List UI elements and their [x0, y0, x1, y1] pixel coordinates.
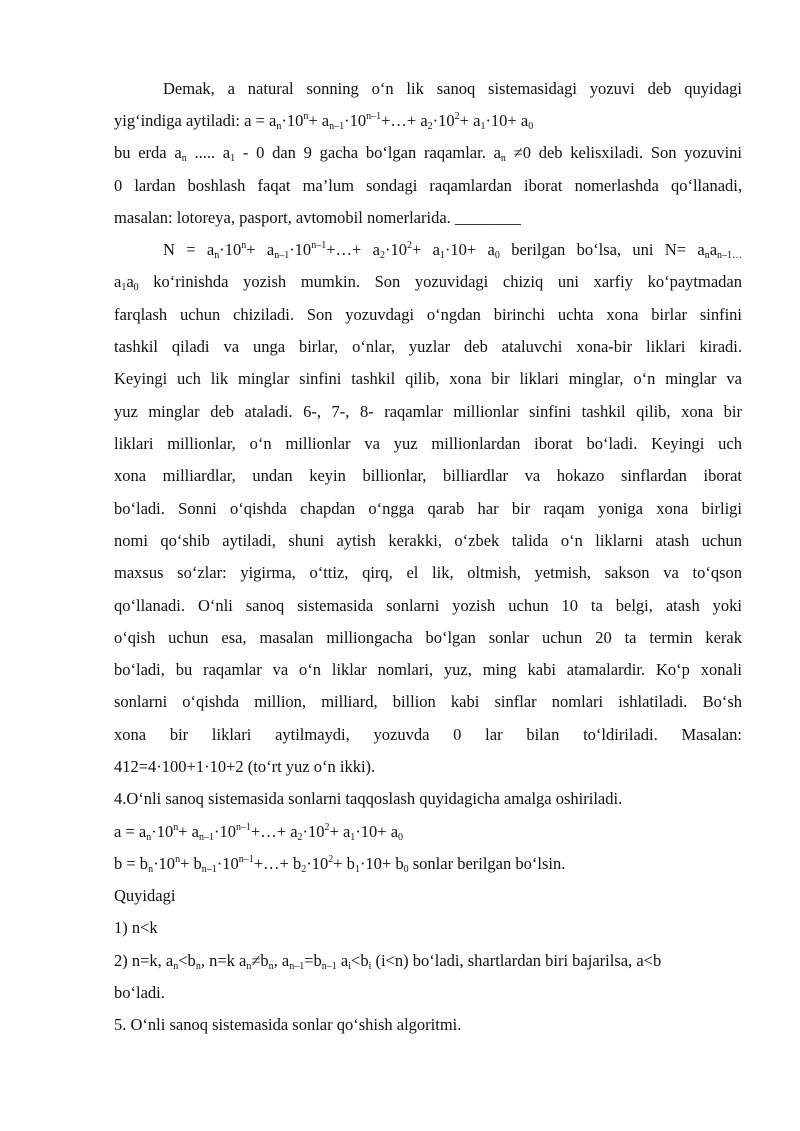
text-line-29: bo‘ladi.: [114, 983, 165, 1002]
text-line-13: xona milliardlar, undan keyin billionlar, billiardlar va hokazo sinflardan iborat: [114, 466, 742, 485]
text-line-15: nomi qo‘shib aytiladi, shuni aytish kerakki, o‘zbek talida o‘n liklarni atash uchun: [114, 531, 742, 550]
text-line-20: sonlarni o‘qishda million, milliard, billion kabi sinflar nomlari ishlatiladi. Bo‘sh: [114, 692, 742, 711]
text-line-7: $a_1a_0$ ko‘rinishda yozish mumkin. Son yozuvidagi chiziq uni xarfiy ko‘paytmadan: [114, 272, 742, 293]
text-line-10: Keyingi uch lik minglar sinfini tashkil qilib, xona bir liklari minglar, o‘n minglar va: [114, 369, 742, 388]
text-line-5: masalan: lotoreya, pasport, avtomobil nomerlarida. ________: [114, 208, 521, 227]
text-line-26: Quyidagi: [114, 886, 176, 905]
text-line-3: bu erda $a_n$ ..... $a_1 - 0$ dan 9 gacha bo‘lgan raqamlar. $a_n \ne 0$ deb kelisxiladi. Son yozuvini: [114, 143, 743, 164]
text-line-9: tashkil qiladi va unga birlar, o‘nlar, yuzlar deb ataluvchi xona-bir liklari kiradi.: [114, 337, 742, 356]
text-line-1: Demak, a natural sonning o‘n lik sanoq sistemasidagi yozuvi deb quyidagi: [163, 79, 742, 98]
text-line-2: yig‘indiga aytiladi: $a = a_n\cdot 10^n+$ $a_{n-1}\cdot 10^{n-1}+\dots+ a_2\cdot 10^2+ a_1\cdot 10+ a_0$: [114, 111, 534, 132]
text-line-4: 0 lardan boshlash faqat ma’lum sondagi raqamlardan iborat nomerlashda qo‘llanadi,: [114, 176, 742, 195]
condition-1: 1) n<k: [114, 918, 158, 937]
text-line-8: farqlash uchun chiziladi. Son yozuvdagi o‘ngdan birinchi uchta xona birlar sinfini: [114, 305, 742, 324]
text-line-18: o‘qish uchun esa, masalan milliongacha bo‘lgan sonlar uchun 20 ta termin kerak: [114, 628, 742, 647]
condition-2: 2) n=k, $a_n<b_n$, n=k $a_n\ne b_n$, $a_{n-1}=b_{n-1}$ $a_i<b_i$ (i<n) bo‘ladi, shartlardan biri bajarilsa, a<b: [114, 951, 662, 972]
text-line-11: yuz minglar deb ataladi. 6-, 7-, 8- raqamlar millionlar sinfini tashkil qilib, xona bir: [114, 402, 742, 421]
formula-a: $a = a_n\cdot 10^n+$ $a_{n-1}\cdot 10^{n-1}+\dots+ a_2\cdot 10^2+ a_1\cdot 10+ a_0$: [114, 822, 404, 843]
text-line-23: 4.O‘nli sanoq sistemasida sonlarni taqqoslash quyidagicha amalga oshiriladi.: [114, 789, 623, 808]
formula-b: $b = b_n\cdot 10^n+$ $b_{n-1}\cdot 10^{n-1}+\dots+ b_2\cdot 10^2+ b_1\cdot 10+ b_0$ sonlar berilgan bo‘lsin.: [114, 854, 566, 875]
text-line-19: bo‘ladi, bu raqamlar va o‘n liklar nomlari, yuz, ming kabi atamalardir. Ko‘p xonali: [114, 660, 742, 679]
text-line-12: liklari millionlar, o‘n millionlar va yuz millionlardan iborat bo‘ladi. Keyingi uch: [114, 434, 742, 453]
text-line-17: qo‘llanadi. O‘nli sanoq sistemasida sonlarni yozish uchun 10 ta belgi, atash yoki: [114, 596, 742, 615]
text-line-14: bo‘ladi. Sonni o‘qishda chapdan o‘ngga qarab har bir raqam yoniga xona birligi: [114, 499, 742, 518]
text-line-22: 412=4·100+1·10+2 (to‘rt yuz o‘n ikki).: [114, 757, 376, 776]
text-line-6: $N = a_n\cdot 10^n+$ $a_{n-1}\cdot 10^{n-1}+\dots+ a_2\cdot 10^2+ a_1\cdot 10+ a_0$ berilgan bo‘lsa, uni $N= a_na_{n-1\dots}$: [163, 240, 743, 261]
text-line-21: xona bir liklari aytilmaydi, yozuvda 0 lar bilan to‘ldiriladi. Masalan:: [114, 725, 742, 744]
text-line-16: maxsus so‘zlar: yigirma, o‘ttiz, qirq, el lik, oltmish, yetmish, sakson va to‘qson: [114, 563, 742, 582]
section-heading-5: 5. O‘nli sanoq sistemasida sonlar qo‘shish algoritmi.: [114, 1015, 462, 1034]
